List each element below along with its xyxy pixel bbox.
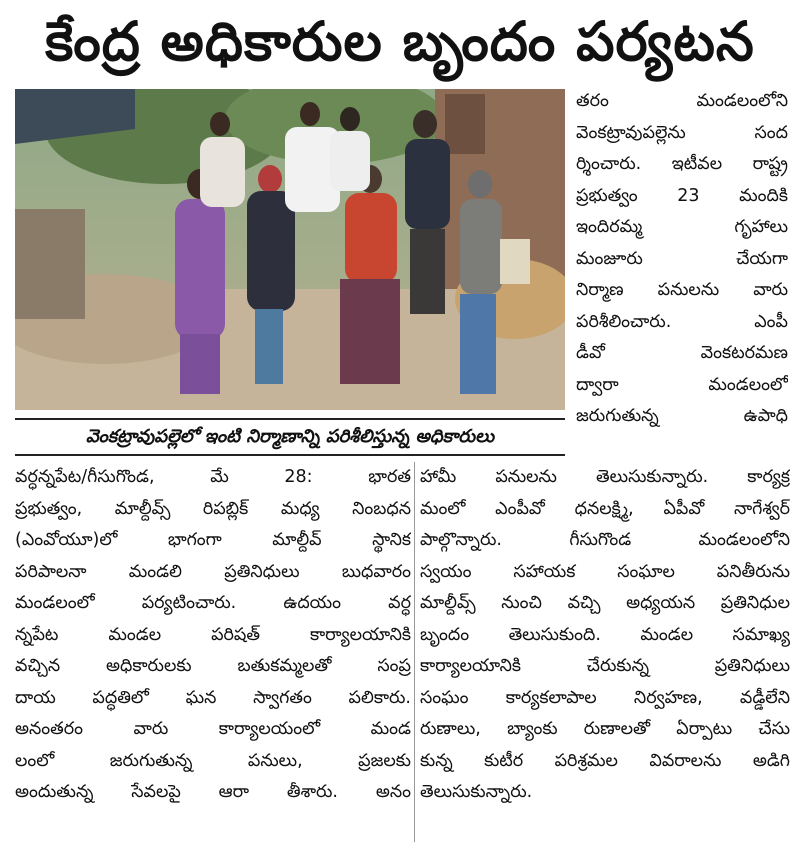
text-line: కున్న కుటీర పరిశ్రమల వివరాలను అడిగి (420, 750, 790, 771)
text-line: హామీ పనులను తెలుసుకున్నారు. కార్యక్ర (420, 467, 790, 487)
text-line: న్నపేట మండల పరిషత్ కార్యాలయానికి (15, 624, 411, 645)
text-line: అనంతరం వారు కార్యాలయంలో మండ (15, 719, 411, 739)
text-line: కార్యాలయానికి చేరుకున్న ప్రతినిధులు (420, 656, 790, 676)
text-line: మండలంలో పర్యటించారు. ఉదయం వర్ధ (15, 593, 411, 613)
text-line: వర్ధన్నపేట/గీసుగొండ, మే 28: భారత (15, 467, 411, 487)
text-line: లంలో జరుగుతున్న పనులు, ప్రజలకు (15, 750, 411, 771)
text-line: ప్రభుత్వం 23 మందికి (576, 185, 788, 206)
text-line: ప్రభుత్వం, మాల్దీవ్స్ రిపబ్లిక్ మధ్య నింబధన (15, 498, 411, 519)
text-line: మంజూరు చేయగా (576, 248, 788, 269)
article-column-right (576, 86, 788, 433)
text-line: స్వయం సహాయక సంఘాల పనితీరును (420, 561, 790, 582)
text-line: ఇందిరమ్మ గృహాలు (576, 217, 788, 237)
text-line: ర్శించారు. ఇటీవల రాష్ట్ర (576, 154, 788, 174)
text-line: దాయ పద్ధతిలో ఘన స్వాగతం పలికారు. (15, 687, 411, 708)
text-line: మంలో ఎంపీవో ధనలక్ష్మి, ఏపీవో నాగేశ్వర్ (420, 498, 790, 519)
text-line: వచ్చిన అధికారులకు బతుకమ్మలతో సంప్ర (15, 656, 411, 676)
text-line: వెంకట్రావుపల్లెను సంద (576, 122, 788, 143)
text-line: జరుగుతున్న ఉపాధి (576, 406, 788, 426)
text-line: తరం మండలంలోని (576, 91, 788, 111)
text-line: డీవో వెంకటరమణ (576, 343, 788, 363)
news-photo (15, 89, 565, 410)
text-line: పరిశీలించారు. ఎంపీ (576, 311, 788, 332)
text-line: సంఘం కార్యకలాపాల నిర్వహణ, వడ్డీలేని (420, 687, 790, 708)
text-line: బృందం తెలుసుకుంది. మండల సమాఖ్య (420, 624, 790, 645)
text-line: మాల్దీవ్స్ నుంచి వచ్చి అధ్యయన ప్రతినిధుల (420, 593, 790, 613)
text-line: (ఎంవోయూ)లో భాగంగా మాల్దీవ్ స్థానిక (15, 530, 411, 550)
photo-icon (15, 89, 565, 410)
text-line: పాల్గొన్నారు. గీసుగొండ మండలంలోని (420, 530, 790, 550)
text-line: పరిపాలనా మండలి ప్రతినిధులు బుధవారం (15, 561, 411, 582)
text-line: అందుతున్న సేవలపై ఆరా తీశారు. అనం (15, 782, 411, 802)
text-line: నిర్మాణ పనులను వారు (576, 280, 788, 300)
column-divider (414, 462, 415, 842)
article-column-middle (420, 462, 790, 809)
text-line: ద్వారా మండలంలో (576, 374, 788, 395)
text-line: తెలుసుకున్నారు. (420, 782, 533, 802)
headline: కేంద్ర అధికారుల బృందం పర్యటన (45, 10, 755, 73)
article-column-left (15, 462, 411, 809)
text-line: రుణాలు, బ్యాంకు రుణాలతో ఏర్పాటు చేసు (420, 719, 790, 739)
photo-caption: వెంకట్రావుపల్లెలో ఇంటి నిర్మాణాన్ని పరిశీలిస్తున్న అధికారులు (15, 418, 565, 456)
